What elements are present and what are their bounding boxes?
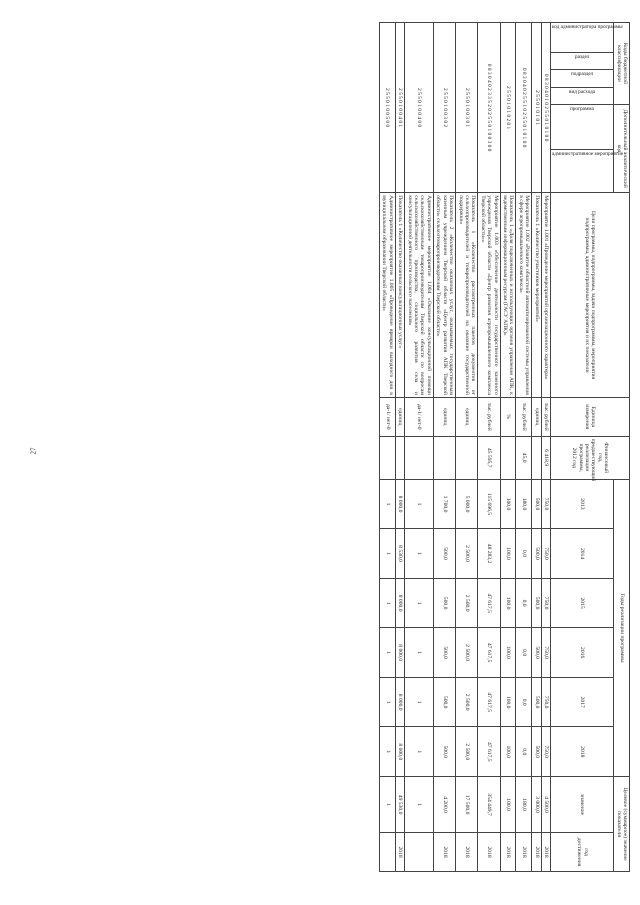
table-row [395,23,404,872]
year-2017-header: 2017 [551,677,614,727]
year-value-cell: 8 000,0 [395,578,404,628]
year-value-cell: 750,0 [541,529,550,579]
year-value-cell: 48 283,2 [478,529,500,579]
year-value-cell: 750,0 [541,727,550,777]
goal-name-cell: Показатель 1 «Количество участников мероприятий» [532,193,541,398]
table-row [456,23,478,872]
budget-codes-cell: 0 8 3 0 4 0 2 5 5 1 0 2 5 5 0 1 0 1 0 0 [516,23,532,193]
year-value-cell: 750,0 [541,677,550,727]
expense-type-header: вид расхода [551,87,614,104]
year-value-cell: 115 696,5 [478,479,500,529]
year-value-cell: 500,0 [532,628,541,678]
year-2018-header: 2018 [551,727,614,777]
unit-cell: тыс. рублей [478,397,500,436]
year-value-cell: 100,0 [500,677,516,727]
unit-header: Единица измерения [551,397,630,436]
year-value-cell: 1 [405,578,434,628]
year-value-cell: 1 [405,628,434,678]
budget-codes-cell: 2 5 5 0 1 0 1 0 1 [532,23,541,193]
achieve-year-cell: 2018 [433,833,455,872]
budget-codes-cell: 0 8 3 0 4 0 2 3 3 5 2 0 2 5 5 0 1 0 0 3 0 0 [478,23,500,193]
goal-name-cell: Мероприятие 1.001 «Проведение мероприятий организационного характера» [541,193,550,398]
table-row [433,23,455,872]
year-value-cell: 1 [379,628,395,678]
target-value-cell: 1 [405,777,434,833]
year-value-cell: 750,0 [541,628,550,678]
year-value-cell: 100,0 [500,628,516,678]
year-value-cell: 47 617,5 [478,628,500,678]
year-value-cell: 500,0 [433,727,455,777]
year-value-cell: 1 [379,529,395,579]
fin-year-cell [379,436,395,479]
year-value-cell: 1 [405,479,434,529]
achieve-year-cell: 2018 [532,833,541,872]
unit-cell: тыс. рублей [516,397,532,436]
table-row [478,23,500,872]
goal-name-cell: Мероприятие 1.003 «Обеспечение деятельности государственного казенного учреждения Тверской области «Центр развития агропромышленного комплекса Тверской области»» [478,193,500,398]
table-row [532,23,541,872]
year-value-cell: 8 000,0 [395,479,404,529]
year-value-cell: 100,0 [500,529,516,579]
fin-year-cell [532,436,541,479]
goal-name-cell: Показатель 2 «Количество оказанных услуг, оказываемых государственным казенным учреждением Тверской области «Центр развития АПК Тверской области» сельхозтоваропроизводителям Тверской области» [433,193,455,398]
extra-code-header: Дополнительный аналитический код [614,104,630,192]
target-value-cell: 49 530,0 [395,777,404,833]
page-number: 27 [29,447,38,455]
year-value-cell: 8 000,0 [395,727,404,777]
target-value-cell: 100,0 [500,777,516,833]
unit-cell: единиц [395,397,404,436]
table-row [500,23,516,872]
year-value-cell: 2 500,0 [456,727,478,777]
year-value-cell: 0,0 [516,578,532,628]
fin-year-cell [456,436,478,479]
year-value-cell: 8 530,0 [395,529,404,579]
target-group-header: Целевое (суммарное) значение показателя [614,777,630,872]
year-value-cell: 180,0 [516,479,532,529]
year-value-cell: 47 617,5 [478,727,500,777]
subsection-header: подраздел [551,70,614,87]
year-value-cell: 100,0 [500,727,516,777]
years-group-header: Годы реализации программы [614,479,630,776]
year-value-cell: 500,0 [532,529,541,579]
goal-name-cell: Административное мероприятие 1.004 «Оказание консультационной помощи сельскохозяйственным товаропроизводителям Тверской области по вопросам сельскохозяйственного производства, социального развития села и консультационной деятельности сельского населения» [405,193,434,398]
year-value-cell: 2 500,0 [456,529,478,579]
fin-year-cell: 45 595,7 [478,436,500,479]
goal-header: Цели программы, подпрограммы, задачи подпрограммы, мероприятия подпрограммы, административные мероприятия и их показатели [551,193,630,398]
achieve-year-cell: 2018 [541,833,550,872]
year-value-cell: 1 [405,677,434,727]
year-value-cell: 1 [379,479,395,529]
fin-year-cell: 45,0 [516,436,532,479]
value-header: значение [551,777,614,833]
year-value-cell: 100,0 [500,578,516,628]
achieve-year-cell: 2018 [478,833,500,872]
year-2015-header: 2015 [551,578,614,628]
unit-cell: да-1/ нет-0 [405,397,434,436]
achieve-year-cell [379,833,395,872]
year-value-cell: 500,0 [433,578,455,628]
budget-codes-cell: 2 5 5 0 1 0 0 3 0 2 [433,23,455,193]
table-row [379,23,395,872]
year-value-cell: 1 [405,727,434,777]
year-value-cell: 0,0 [516,727,532,777]
year-value-cell: 8 000,0 [395,628,404,678]
target-value-cell: 354 449,7 [478,777,500,833]
year-value-cell: 500,0 [433,677,455,727]
year-value-cell: 0,0 [516,677,532,727]
admin-code-header: код администратора программы [551,23,614,53]
fin-year-cell [405,436,434,479]
year-2014-header: 2014 [551,529,614,579]
target-value-cell: 4 500,0 [541,777,550,833]
unit-cell: тыс. рублей [541,397,550,436]
target-value-cell: 180,0 [516,777,532,833]
budget-codes-cell: 2 5 5 0 1 0 1 0 2 0 1 [500,23,516,193]
unit-cell: единиц [532,397,541,436]
program-table [379,22,630,872]
unit-cell: % [500,397,516,436]
table-row [516,23,532,872]
year-value-cell: 100,0 [500,479,516,529]
year-2013-header: 2013 [551,479,614,529]
year-value-cell: 2 500,0 [456,677,478,727]
year-value-cell: 500,0 [532,677,541,727]
fin-year-cell [433,436,455,479]
target-value-cell: 17 500,0 [456,777,478,833]
goal-name-cell: Показатель 1 «Количество рассмотренных пакетов документов от сельхозпроизводителей и товаропроизводителей на оказание государственной поддержки» [456,193,478,398]
target-value-cell: 1 [379,777,395,833]
fin-year-header: Финансовый год, предшествующий реализации программы, 2012 год [551,436,630,479]
year-value-cell: 750,0 [541,479,550,529]
year-value-cell: 1 [379,727,395,777]
program-header: программа [551,104,614,149]
year-value-cell: 47 617,5 [478,677,500,727]
unit-cell: единиц [456,397,478,436]
year-value-cell: 2 500,0 [456,578,478,628]
year-2016-header: 2016 [551,628,614,678]
year-value-cell: 1 [405,529,434,579]
year-value-cell: 750,0 [541,578,550,628]
event-header: административное мероприятие [551,150,614,193]
year-value-cell: 500,0 [433,628,455,678]
goal-name-cell: Показатель 1 «Количество оказанных консультационных услуг» [395,193,404,398]
fin-year-cell: 6 418,9 [541,436,550,479]
achieve-year-cell: 2018 [395,833,404,872]
achieve-year-cell: 2018 [516,833,532,872]
budget-codes-cell: 2 5 5 0 1 0 0 4 0 0 [405,23,434,193]
budget-codes-cell: 2 5 5 0 1 0 0 5 0 0 [379,23,395,193]
achieve-year-cell [405,833,434,872]
section-header: раздел [551,53,614,70]
goal-name-cell: Мероприятие 1.002 «Развитие областной автоматизированной системы управления в сфере агропромышленного комплекса» [516,193,532,398]
goal-name-cell: Показатель 1 «Доля подключенных и использующих органов управления АПК, к ведомственным информационным ресурсам (ГАСУ АПК)» [500,193,516,398]
year-value-cell: 1 [379,578,395,628]
unit-cell: единиц [433,397,455,436]
achieve-year-cell: 2018 [500,833,516,872]
year-value-cell: 1 [379,677,395,727]
target-value-cell: 4 200,0 [433,777,455,833]
year-value-cell: 500,0 [532,479,541,529]
header-row-1 [614,23,630,872]
year-value-cell: 500,0 [433,529,455,579]
unit-cell: да-1/ нет-0 [379,397,395,436]
codes-group-header: Коды бюджетной классификации [614,23,630,105]
year-value-cell: 0,0 [516,628,532,678]
year-value-cell: 5 000,0 [456,479,478,529]
budget-codes-cell: 2 5 5 0 1 0 0 4 0 1 [395,23,404,193]
year-value-cell: 8 000,0 [395,677,404,727]
year-value-cell: 47 617,5 [478,578,500,628]
fin-year-cell [395,436,404,479]
year-value-cell: 1 700,0 [433,479,455,529]
target-value-cell: 3 000,0 [532,777,541,833]
budget-codes-cell: 0 8 3 0 4 0 1 0 2 5 5 0 1 0 1 0 0 [541,23,550,193]
year-value-cell: 500,0 [532,727,541,777]
year-value-cell: 2 500,0 [456,628,478,678]
goal-name-cell: Административное мероприятие 1.005 «Проведение ярмарки выходного дня в муниципальном образовании Тверской области» [379,193,395,398]
rotated-table-sheet [70,22,630,872]
table-row [541,23,550,872]
year-value-cell: 500,0 [532,578,541,628]
achieve-year-cell: 2018 [456,833,478,872]
achieve-year-header: год достижения [551,833,614,872]
fin-year-cell [500,436,516,479]
year-value-cell: 0,0 [516,529,532,579]
budget-codes-cell: 2 5 5 0 1 0 0 3 0 1 [456,23,478,193]
table-row [405,23,434,872]
